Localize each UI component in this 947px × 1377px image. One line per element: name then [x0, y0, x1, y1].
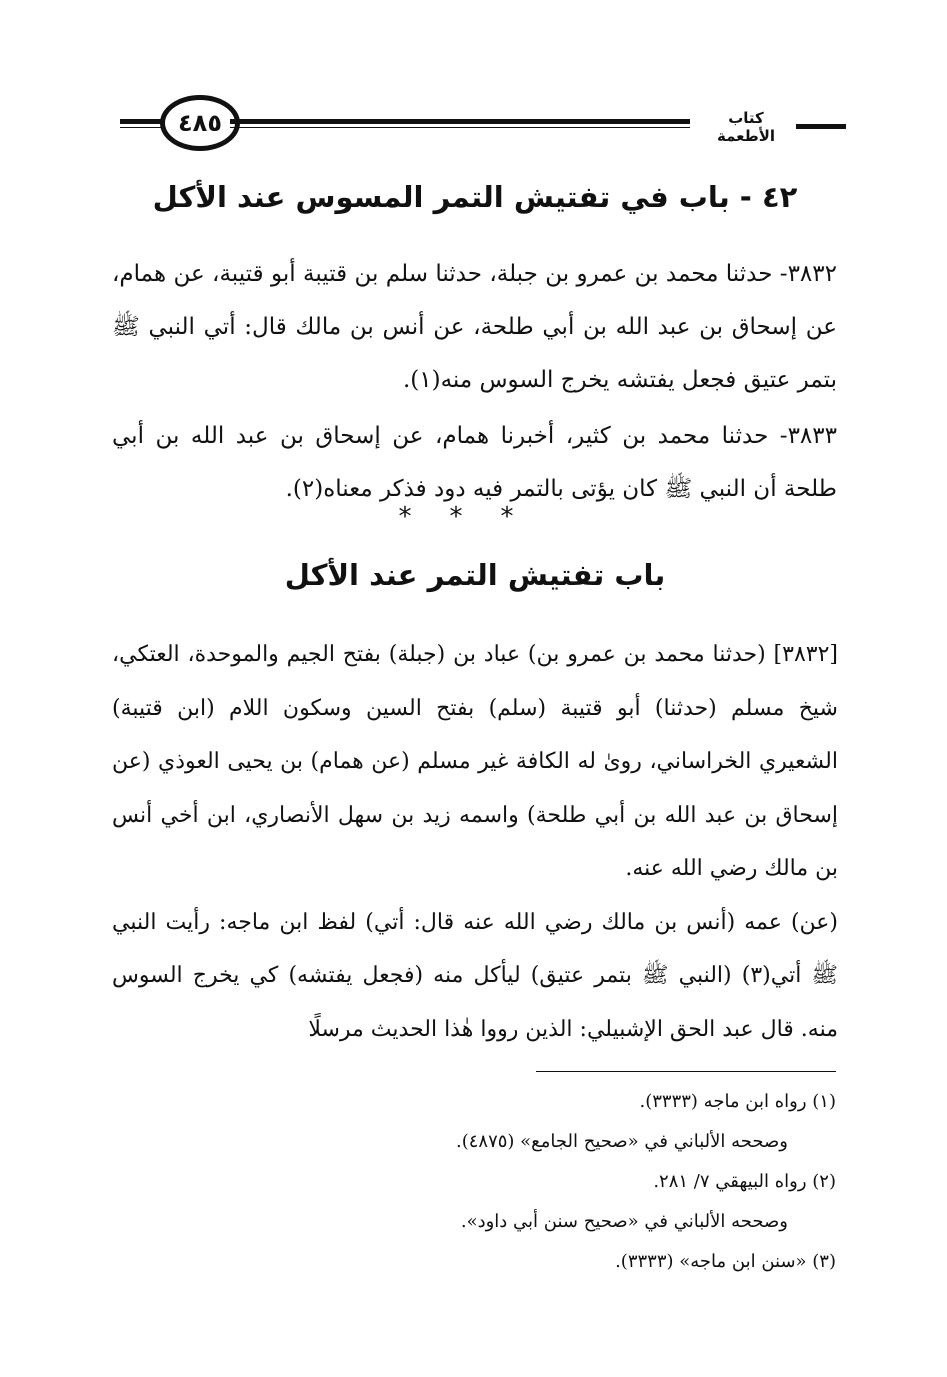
- book-title: كتاب الأطعمة: [716, 109, 776, 145]
- page-number-badge: ٤٨٥: [160, 95, 240, 151]
- footnote-continuation: وصححه الألباني في «صحيح سنن أبي داود».: [460, 1211, 788, 1232]
- section-separator: ***: [398, 502, 552, 532]
- commentary-paragraph: [٣٨٣٢] (حدثنا محمد بن عمرو بن) عباد بن (جبلة) بفتح الجيم والموحدة، العتكي، شيخ مسلم (حدثنا) أبو قتيبة (سلم) بفتح السين وسكون اللام (ابن قتيبة) الشعيري الخراساني، روىٰ له الكافة غير مسلم (عن همام) بن يحيى العوذي (عن إسحاق بن عبد الله بن أبي طلحة) واسمه زيد بن سهل الأنصاري، ابن أخي أنس بن مالك رضي الله عنه.: [112, 642, 838, 881]
- header-rule-middle: [230, 119, 690, 124]
- footnotes: [300, 1082, 836, 1282]
- running-header: [120, 95, 850, 155]
- hadith-3832: ٣٨٣٢- حدثنا محمد بن عمرو بن جبلة، حدثنا سلم بن قتيبة أبو قتيبة، عن همام، عن إسحاق بن عبد الله بن أبي طلحة، عن أنس بن مالك قال: أتي النبي ﷺ بتمر عتيق فجعل يفتشه يخرج السوس منه(١).: [112, 261, 837, 393]
- footnote-continuation: وصححه الألباني في «صحيح الجامع» (٤٨٧٥).: [456, 1131, 788, 1152]
- footnote: (٣) «سنن ابن ماجه» (٣٣٣٣).: [615, 1251, 836, 1272]
- commentary-body: [112, 628, 838, 1056]
- footnote-divider: [536, 1071, 836, 1072]
- commentary-heading: باب تفتيش التمر عند الأكل: [284, 558, 666, 592]
- hadith-3833: ٣٨٣٣- حدثنا محمد بن كثير، أخبرنا همام، عن إسحاق بن عبد الله بن أبي طلحة أن النبي ﷺ كان يؤتى بالتمر فيه دود فذكر معناه(٢).: [112, 423, 837, 502]
- header-rule-right: [796, 124, 846, 129]
- footnote: (١) رواه ابن ماجه (٣٣٣٣).: [639, 1091, 836, 1112]
- commentary-paragraph: (عن) عمه (أنس بن مالك رضي الله عنه قال: أتي) لفظ ابن ماجه: رأيت النبي ﷺ أتي(٣) (النبي ﷺ بتمر عتيق) ليأكل منه (فجعل يفتشه) كي يخرج السوس منه. قال عبد الحق الإشبيلي: الذين رووا هٰذا الحديث مرسلًا: [112, 909, 838, 1042]
- chapter-heading: ٤٢ - باب في تفتيش التمر المسوس عند الأكل: [152, 180, 798, 214]
- footnote: (٢) رواه البيهقي ٧/ ٢٨١.: [653, 1171, 836, 1192]
- header-rule-middle-thin: [230, 127, 690, 128]
